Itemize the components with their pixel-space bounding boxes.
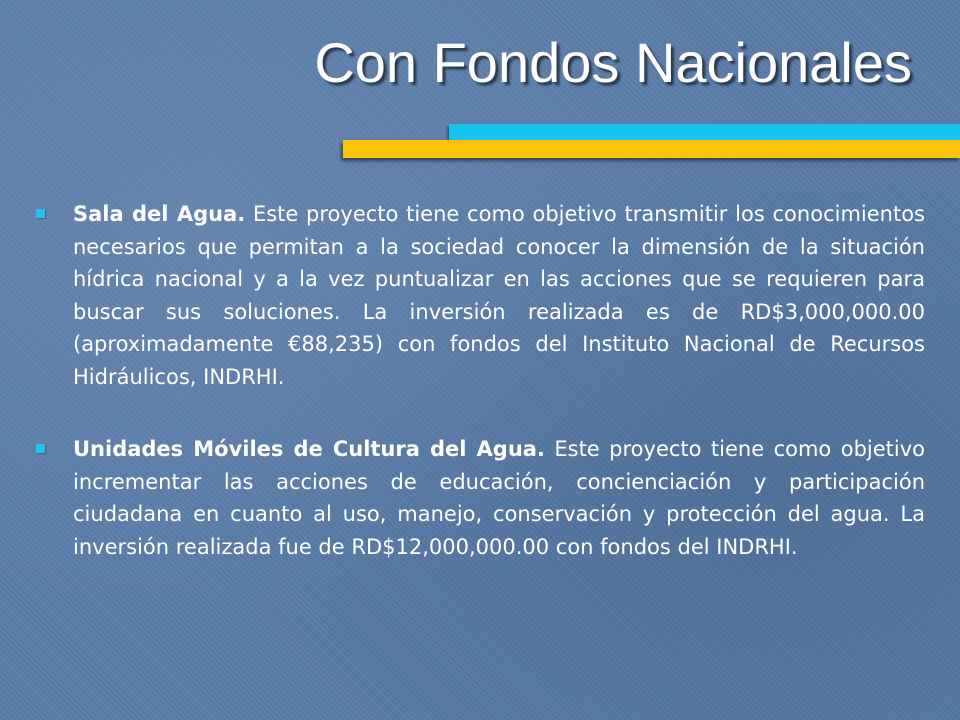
bullet-item-sala-del-agua [36, 198, 925, 393]
item-title: Unidades Móviles de Cultura del Agua. [73, 437, 545, 461]
slide-title: Con Fondos Nacionales [314, 31, 912, 94]
square-bullet-icon [36, 209, 45, 218]
item-title: Sala del Agua. [73, 202, 246, 226]
decorative-yellow-bar [343, 140, 960, 158]
square-bullet-icon [36, 444, 45, 453]
bullet-list [36, 198, 925, 563]
bullet-item-unidades-moviles [36, 433, 925, 563]
item-text: Este proyecto tiene como objetivo incrementar las acciones de educación, concienciación y participación ciudadana en cuanto al uso, manejo, conservación y protección del agua. La inversión realizada fue de RD$12,000,000.00 con fondos del INDRHI. [73, 437, 926, 559]
decorative-cyan-bar [449, 124, 960, 140]
item-text: Este proyecto tiene como objetivo transmitir los conocimientos necesarios que permitan a la sociedad conocer la dimensión de la situación hídrica nacional y a la vez puntualizar en las acciones que se requieren para buscar sus soluciones. La inversión realizada es de RD$3,000,000.00 (aproximadamente €88,235) con fondos del Instituto Nacional de Recursos Hidráulicos, INDRHI. [73, 202, 925, 389]
